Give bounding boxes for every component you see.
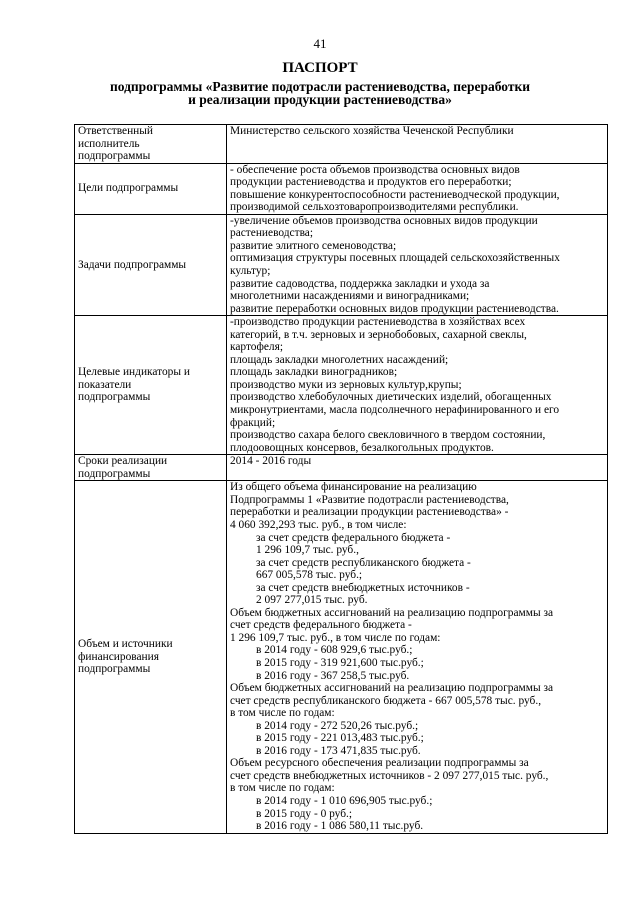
- row-value-cell: [227, 316, 608, 455]
- passport-table: [74, 124, 608, 834]
- row-value-line: 1 296 109,7 тыс. руб.,: [256, 544, 359, 557]
- row-value-line: площадь закладки многолетних насаждений;: [230, 353, 449, 366]
- row-label-line: Объем и источники: [78, 638, 173, 651]
- row-value-cell: [227, 481, 608, 833]
- row-label-line: показатели: [78, 378, 132, 391]
- document-title: ПАСПОРТ: [282, 60, 358, 76]
- row-value-line: Подпрограммы 1 «Развитие подотрасли растениеводства,: [230, 493, 509, 506]
- row-value-line: 2014 - 2016 годы: [230, 455, 312, 468]
- row-value-line: производство сахара белого свекловичного в твердом состоянии,: [230, 429, 546, 442]
- row-value-line: в 2016 году - 173 471,835 тыс.руб.: [256, 744, 421, 757]
- row-label-line: Ответственный: [78, 125, 154, 137]
- row-label-line: Задачи подпрограммы: [78, 258, 187, 271]
- row-value-line: развитие садоводства, поддержка закладки и ухода за: [230, 277, 490, 290]
- row-value-line: растениеводства;: [230, 227, 314, 240]
- passport-row: [75, 214, 608, 315]
- row-value-line: производство муки из зерновых культур,крупы;: [230, 378, 462, 391]
- row-value-line: фракций;: [230, 416, 276, 429]
- row-value-line: в 2014 году - 272 520,26 тыс.руб.;: [256, 719, 419, 732]
- row-label-line: Цели подпрограммы: [78, 182, 179, 195]
- row-value-line: развитие переработки основных видов продукции растениеводства.: [230, 302, 559, 315]
- row-value-line: счет средств республиканского бюджета - 667 005,578 тыс. руб.,: [230, 694, 542, 707]
- row-label-cell: [75, 163, 227, 214]
- row-value-line: в 2014 году - 1 010 696,905 тыс.руб.;: [256, 794, 433, 807]
- row-value-line: оптимизация структуры посевных площадей сельскохозяйственных: [230, 252, 560, 265]
- row-label-line: подпрограммы: [78, 663, 151, 676]
- row-label-cell: [75, 455, 227, 481]
- row-value-line: площадь закладки виноградников;: [230, 366, 398, 379]
- row-value-line: 1 296 109,7 тыс. руб., в том числе по годам:: [230, 631, 441, 644]
- row-value-line: Объем бюджетных ассигнований на реализацию подпрограммы за: [230, 606, 554, 619]
- row-value-line: в 2015 году - 0 руб.;: [256, 807, 353, 820]
- row-label-line: Сроки реализации: [78, 455, 168, 468]
- row-value-line: многолетними насаждениями и виноградниками;: [230, 290, 470, 303]
- row-value-line: 2 097 277,015 тыс. руб.: [256, 594, 368, 607]
- row-value-line: категорий, в т.ч. зерновых и зернобобовых, сахарной свеклы,: [230, 328, 527, 341]
- row-value-line: в 2015 году - 221 013,483 тыс.руб.;: [256, 732, 424, 745]
- row-value-line: в том числе по годам:: [230, 707, 335, 720]
- passport-table-body: [75, 125, 608, 834]
- row-value-line: повышение конкурентоспособности растениеводческой продукции,: [230, 188, 560, 201]
- row-value-line: за счет средств федерального бюджета -: [256, 531, 451, 544]
- row-label-cell: [75, 316, 227, 455]
- subtitle-line: и реализации продукции растениеводства»: [188, 92, 452, 107]
- passport-row: [75, 163, 608, 214]
- row-value-line: Из общего объема финансирование на реализацию: [230, 481, 477, 494]
- row-value-line: Объем бюджетных ассигнований на реализацию подпрограммы за: [230, 682, 554, 695]
- passport-row: [75, 125, 608, 164]
- row-value-line: плодоовощных консервов, безалкогольных продуктов.: [230, 441, 494, 454]
- passport-row: [75, 455, 608, 481]
- row-value-line: продукции растениеводства и продуктов его переработки;: [230, 176, 512, 189]
- row-label-line: подпрограммы: [78, 150, 151, 163]
- row-label-cell: [75, 125, 227, 164]
- subtitle-line: подпрограммы «Развитие подотрасли растениеводства, переработки: [109, 79, 531, 94]
- passport-row: [75, 316, 608, 455]
- row-value-cell: [227, 125, 608, 164]
- row-value-line: -производство продукции растениеводства в хозяйствах всех: [230, 316, 526, 329]
- row-label-cell: [75, 481, 227, 833]
- row-value-line: за счет средств республиканского бюджета -: [256, 556, 471, 569]
- row-value-cell: [227, 455, 608, 481]
- row-value-line: в 2015 году - 319 921,600 тыс.руб.;: [256, 656, 424, 669]
- row-value-line: Министерство сельского хозяйства Чеченской Республики: [230, 125, 514, 137]
- row-value-line: 4 060 392,293 тыс. руб., в том числе:: [230, 518, 407, 531]
- row-value-line: счет средств федерального бюджета -: [230, 619, 412, 632]
- row-value-line: культур;: [230, 265, 271, 278]
- row-value-line: Объем ресурсного обеспечения реализации подпрограммы за: [230, 757, 529, 770]
- passport-row: [75, 481, 608, 833]
- row-value-line: производство хлебобулочных диетических изделий, обогащенных: [230, 391, 552, 404]
- row-value-line: в том числе по годам:: [230, 782, 335, 795]
- row-label-line: исполнитель: [78, 137, 140, 150]
- row-label-cell: [75, 214, 227, 315]
- row-value-line: картофеля;: [230, 341, 284, 354]
- row-value-line: переработки и реализации продукции растениеводства» -: [230, 506, 509, 519]
- row-value-line: в 2016 году - 367 258,5 тыс.руб.: [256, 669, 410, 682]
- row-label-line: подпрограммы: [78, 391, 151, 404]
- row-value-line: - обеспечение роста объемов производства основных видов: [230, 163, 520, 176]
- row-label-line: подпрограммы: [78, 467, 151, 480]
- row-value-line: микронутриентами, масла подсолнечного нерафинированного и его: [230, 404, 560, 417]
- row-value-line: в 2016 году - 1 086 580,11 тыс.руб.: [256, 820, 424, 833]
- row-value-line: 667 005,578 тыс. руб.;: [256, 569, 363, 582]
- document-subtitle: [80, 80, 560, 106]
- row-value-line: счет средств внебюджетных источников - 2 097 277,015 тыс. руб.,: [230, 769, 549, 782]
- row-value-line: -увеличение объемов производства основных видов продукции: [230, 214, 538, 227]
- row-label-line: Целевые индикаторы и: [78, 366, 190, 379]
- row-value-line: в 2014 году - 608 929,6 тыс.руб.;: [256, 644, 413, 657]
- row-value-line: производимой сельхозтоваропроизводителями республики.: [230, 201, 519, 214]
- page-number: 41: [313, 36, 327, 51]
- row-label-line: финансирования: [78, 650, 159, 663]
- row-value-line: развитие элитного семеноводства;: [230, 239, 397, 252]
- row-value-line: за счет средств внебюджетных источников -: [256, 581, 470, 594]
- row-value-cell: [227, 214, 608, 315]
- row-value-cell: [227, 163, 608, 214]
